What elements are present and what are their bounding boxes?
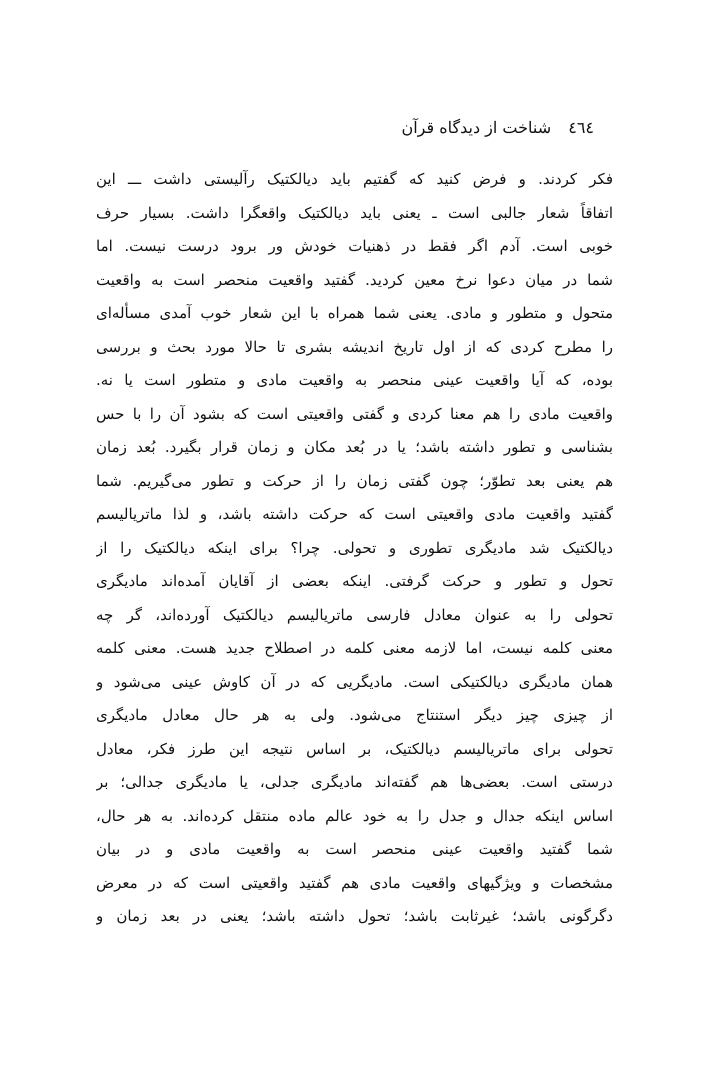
text-line: اتفاقاً شعار جالبی است ـ یعنی باید دیالکتیک واقعگرا داشت. بسیار حرف xyxy=(96,203,613,222)
book-title: شناخت از دیدگاه قرآن xyxy=(401,118,552,137)
text-line: بشناسی و تطور داشته باشد؛ یا در بُعد مکان و زمان قرار بگیرد. بُعد زمان xyxy=(96,438,613,456)
text-line: شما در میان دعوا نرخ معین کردید. گفتید واقعیت منحصر است به واقعیت xyxy=(96,270,613,289)
text-line: شما گفتید واقعیت عینی منحصر است به واقعیت مادی و در بیان xyxy=(96,840,613,858)
text-line: مشخصات و ویژگیهای واقعیت مادی هم گفتید واقعیتی است که در معرض xyxy=(96,873,613,892)
text-line: متحول و متطور و مادی. یعنی شما همراه با این شعار خوب آمدی مسأله‌ای xyxy=(96,304,613,322)
text-line: همان مادیگری دیالکتیکی است. مادیگریی که در آن کاوش عینی می‌شود و xyxy=(96,672,613,691)
text-line: درستی است. بعضی‌ها هم گفته‌اند مادیگری جدلی، یا مادیگری جدالی؛ بر xyxy=(96,773,613,791)
running-head xyxy=(401,118,594,137)
text-line: واقعیت مادی را هم معنا کردی و گفتی واقعیتی است که بشود آن را با حس xyxy=(96,404,613,423)
text-line: دگرگونی باشد؛ غیرثابت باشد؛ تحول داشته باشد؛ یعنی در بعد زمان و xyxy=(96,907,613,925)
text-line: گفتید واقعیت مادی واقعیتی است که حرکت داشته باشد، و لذا ماتریالیسم xyxy=(96,505,613,523)
text-line: هم یعنی بعد تطوّر؛ چون گفتی زمان را از حرکت و تطور می‌گیریم. شما xyxy=(96,471,613,490)
body-text xyxy=(96,163,613,934)
text-line: اساس اینکه جدال و جدل را به خود عالم ماده منتقل کرده‌اند. به هر حال، xyxy=(96,806,613,825)
text-line: دیالکتیک شد مادیگری تطوری و تحولی. چرا؟ برای اینکه دیالکتیک را از xyxy=(96,538,613,557)
text-line: خوبی است. آدم اگر فقط در ذهنیات خودش ور برود درست نیست. اما xyxy=(96,237,613,255)
text-line: تحولی را به عنوان معادل فارسی ماتریالیسم دیالکتیک آورده‌اند، گر چه xyxy=(96,605,613,624)
text-line: فکر کردند. و فرض کنید که گفتیم باید دیالکتیک رآلیستی داشت ـــ این xyxy=(96,170,613,188)
text-line: معنی کلمه نیست، اما لازمه معنی کلمه در اصطلاح جدید هست. معنی کلمه xyxy=(96,639,613,657)
page-number: ٤٦٤ xyxy=(568,118,594,137)
text-line: را مطرح کردی که از اول تاریخ اندیشه بشری تا حالا مورد بحث و بررسی xyxy=(96,337,613,356)
text-line: تحولی برای ماتریالیسم دیالکتیک، بر اساس نتیجه این طرز فکر، معادل xyxy=(96,739,613,758)
text-line: از چیزی چیز دیگر استنتاج می‌شود. ولی به هر حال معادل مادیگری xyxy=(96,706,613,724)
text-line: بوده، که آیا واقعیت عینی منحصر به واقعیت مادی و متطور است یا نه. xyxy=(96,371,613,389)
text-line: تحول و تطور و حرکت گرفتی. اینکه بعضی از آقایان آمده‌اند مادیگری xyxy=(96,572,613,590)
